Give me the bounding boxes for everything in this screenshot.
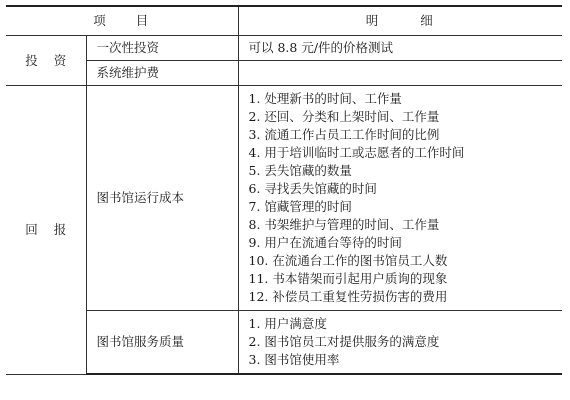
table-row (6, 61, 562, 86)
list-item: 1. 处理新书的时间、工作量 (248, 91, 402, 106)
item-operating-cost: 图书馆运行成本 (86, 86, 238, 311)
service-quality-list (249, 311, 563, 373)
detail-service-quality (238, 311, 562, 375)
list-item: 6. 寻找丢失馆藏的时间 (248, 181, 377, 196)
list-item: 3. 图书馆使用率 (248, 352, 340, 367)
detail-operating-cost (238, 86, 562, 311)
item-one-time-investment: 一次性投资 (86, 36, 238, 61)
table-row (6, 86, 562, 311)
investment-return-table (6, 5, 562, 375)
category-investment (6, 36, 86, 86)
category-investment-char-2: 资 (53, 52, 67, 68)
list-item: 12. 补偿员工重复性劳损伤害的费用 (248, 289, 448, 304)
table-row (6, 311, 562, 375)
header-detail-char-1: 明 (365, 13, 381, 28)
list-item: 2. 图书馆员工对提供服务的满意度 (248, 334, 440, 349)
list-item: 2. 还回、分类和上架时间、工作量 (248, 109, 440, 124)
detail-maintenance-fee (238, 61, 562, 86)
item-service-quality: 图书馆服务质量 (86, 311, 238, 375)
list-item: 1. 用户满意度 (248, 316, 327, 331)
detail-one-time-investment: 可以 8.8 元/件的价格测试 (238, 36, 562, 61)
list-item: 11. 书本错架而引起用户质询的现象 (248, 271, 448, 286)
header-item-char-1: 项 (93, 13, 108, 28)
list-item: 7. 馆藏管理的时间 (248, 199, 352, 214)
category-return (6, 86, 86, 375)
header-detail (238, 6, 562, 36)
category-return-char-1: 回 (25, 221, 38, 237)
list-item: 4. 用于培训临时工或志愿者的工作时间 (248, 145, 465, 160)
list-item: 3. 流通工作占员工工作时间的比例 (248, 127, 440, 142)
operating-cost-list (249, 86, 563, 310)
list-item: 9. 用户在流通台等待的时间 (248, 235, 402, 250)
category-return-char-2: 报 (53, 221, 67, 237)
header-item-char-2: 目 (135, 13, 151, 28)
item-maintenance-fee: 系统维护费 (86, 61, 238, 86)
list-item: 8. 书架维护与管理的时间、工作量 (248, 217, 440, 232)
header-item (6, 6, 238, 36)
table-header-row (6, 6, 562, 36)
table-row (6, 36, 562, 61)
header-detail-char-2: 细 (420, 13, 435, 28)
category-investment-char-1: 投 (25, 52, 38, 68)
list-item: 5. 丢失馆藏的数量 (248, 163, 352, 178)
list-item: 10. 在流通台工作的图书馆员工人数 (248, 253, 448, 268)
